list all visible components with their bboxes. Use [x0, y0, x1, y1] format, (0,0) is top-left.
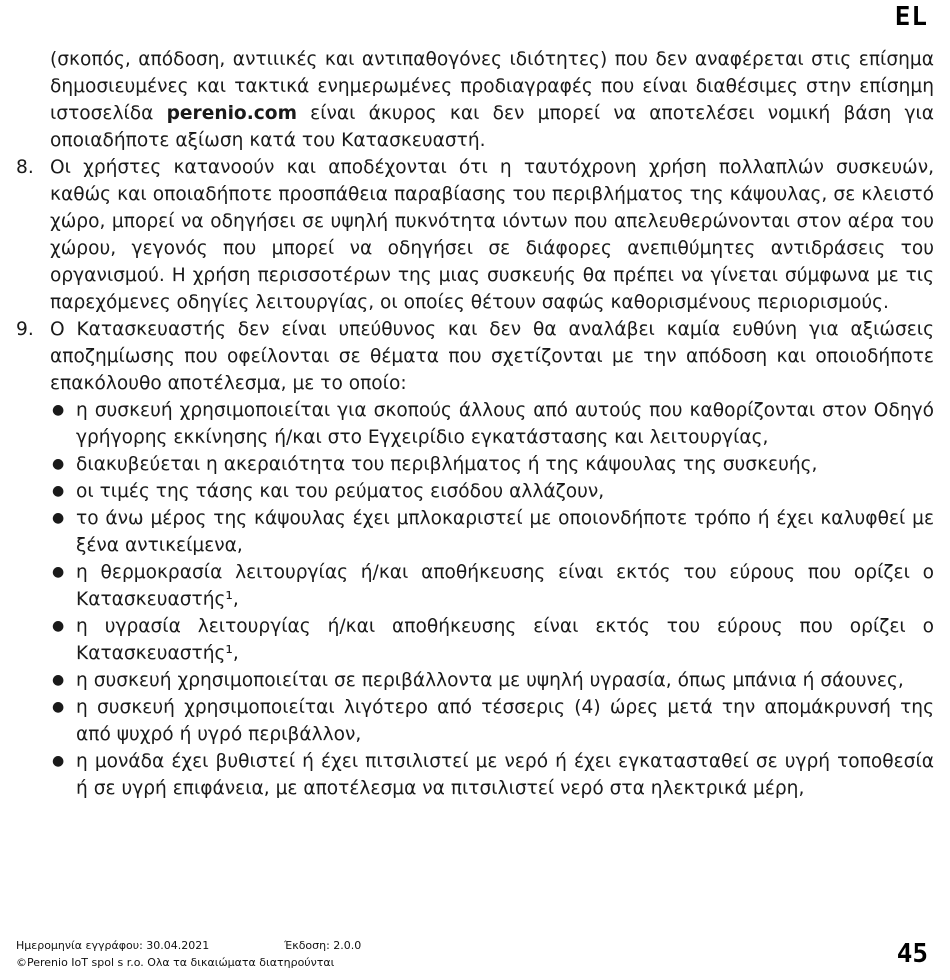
page-footer — [16, 937, 361, 971]
copyright-notice: ©Perenio IoT spol s r.o. Ολα τα δικαιώματα διατηρούνται — [16, 956, 335, 969]
item-text: Ο Κατασκευαστής δεν είναι υπεύθυνος και δεν θα αναλάβει καμία ευθύνη για αξιώσεις αποζημίωσης που οφείλονται σε θέματα που σχετίζονται με την απόδοση και οποιοδήποτε επακόλουθο αποτέλεσμα, με το οποίο: — [50, 319, 934, 394]
list-item — [50, 613, 934, 667]
list-item-text: η θερμοκρασία λειτουργίας ή/και αποθήκευσης είναι εκτός του εύρους που ορίζει ο Κατασκευαστής¹, — [76, 562, 934, 610]
bullet-icon: ● — [52, 618, 65, 634]
list-item-text: η συσκευή χρησιμοποιείται λιγότερο από τέσσερις (4) ώρες μετά την απομάκρυνσή της από ψυχρό ή υγρό περιβάλλον, — [76, 697, 934, 745]
list-item-text: η υγρασία λειτουργίας ή/και αποθήκευσης είναι εκτός του εύρους που ορίζει ο Κατασκευαστής¹, — [76, 616, 934, 664]
intro-paragraph — [16, 46, 934, 154]
list-item — [50, 451, 934, 478]
list-item-text: οι τιμές της τάσης και του ρεύματος εισόδου αλλάζουν, — [76, 481, 605, 502]
list-item-text: η συσκευή χρησιμοποιείται για σκοπούς άλλους από αυτούς που καθορίζονται στον Οδηγό γρήγορης εκκίνησης ή/και στο Εγχειρίδιο εγκατάστασης και λειτουργίας, — [76, 400, 934, 448]
document-date: Ημερομηνία εγγράφου: 30.04.2021 — [16, 939, 210, 952]
bullet-icon: ● — [52, 672, 65, 688]
numbered-item-8 — [16, 154, 934, 316]
bullet-icon: ● — [52, 483, 65, 499]
condition-bullet-list — [16, 397, 934, 802]
bullet-icon: ● — [52, 564, 65, 580]
item-number: 8. — [16, 157, 34, 178]
numbered-item-9 — [16, 316, 934, 397]
list-item — [50, 748, 934, 802]
language-badge: EL — [894, 2, 928, 32]
document-body — [16, 46, 934, 802]
list-item — [50, 694, 934, 748]
list-item — [50, 505, 934, 559]
item-text: Οι χρήστες κατανοούν και αποδέχονται ότι η ταυτόχρονη χρήση πολλαπλών συσκευών, καθώς και οποιαδήποτε προσπάθεια παραβίασης του περιβλήματος της κάψουλας, σε κλειστό χώρο, μπορεί να οδηγήσει σε υψηλή πυκνότητα ιόντων που απελευθερώνονται στον αέρα του χώρου, γεγονός που μπορεί να οδηγήσει σε διάφορες ανεπιθύμητες αντιδράσεις του οργανισμού. Η χρήση περισσοτέρων της μιας συσκευής θα πρέπει να γίνεται σύμφωνα με τις παρεχόμενες οδηγίες λειτουργίας, οι οποίες θέτουν σαφώς καθορισμένους περιορισμούς. — [50, 157, 934, 313]
intro-text-after: είναι άκυρος και δεν μπορεί να αποτελέσει νομική βάση για οποιαδήποτε αξίωση κατά του Κατασκευαστή. — [50, 103, 934, 151]
intro-text-before: (σκοπός, απόδοση, αντιιικές και αντιπαθογόνες ιδιότητες) που δεν αναφέρεται στις επίσημα δημοσιευμένες και τακτικά ενημερωμένες προδιαγραφές που είναι διαθέσιμες στην επίσημη ιστοσελίδα — [50, 49, 934, 124]
footer-meta-row — [16, 937, 361, 954]
list-item — [50, 667, 934, 694]
bullet-icon: ● — [52, 699, 65, 715]
bullet-icon: ● — [52, 456, 65, 472]
list-item-text: η μονάδα έχει βυθιστεί ή έχει πιτσιλιστεί με νερό ή έχει εγκατασταθεί σε υγρή τοποθεσία ή σε υγρή επιφάνεια, με αποτέλεσμα να πιτσιλιστεί νερό στα ηλεκτρικά μέρη, — [76, 751, 934, 799]
list-item-text: το άνω μέρος της κάψουλας έχει μπλοκαριστεί με οποιονδήποτε τρόπο ή έχει καλυφθεί με ξένα αντικείμενα, — [76, 508, 934, 556]
bullet-icon: ● — [52, 753, 65, 769]
document-version: Έκδοση: 2.0.0 — [284, 939, 362, 952]
item-number: 9. — [16, 319, 34, 340]
bullet-icon: ● — [52, 510, 65, 526]
list-item-text: διακυβεύεται η ακεραιότητα του περιβλήματος ή της κάψουλας της συσκευής, — [76, 454, 818, 475]
bullet-icon: ● — [52, 402, 65, 418]
page-number: 45 — [896, 939, 928, 969]
list-item-text: η συσκευή χρησιμοποιείται σε περιβάλλοντα με υψηλή υγρασία, όπως μπάνια ή σάουνες, — [76, 670, 904, 691]
list-item — [50, 478, 934, 505]
list-item — [50, 397, 934, 451]
brand-link: perenio.com — [166, 103, 297, 124]
list-item — [50, 559, 934, 613]
